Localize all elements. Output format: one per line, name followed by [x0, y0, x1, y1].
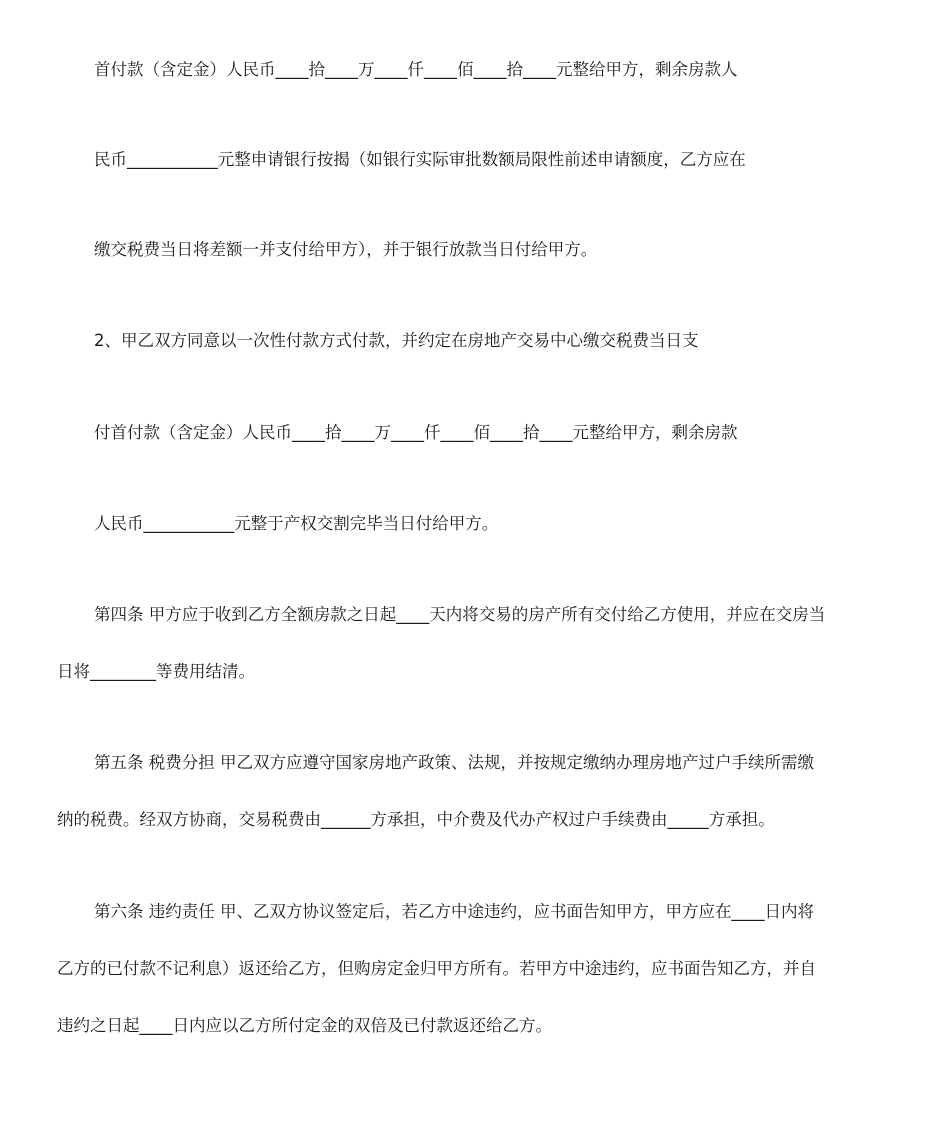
- clause-five-line: 第五条 税费分担 甲乙双方应遵守国家房地产政策、法规，并按规定缴纳办理房地产过户手续所需缴: [94, 753, 814, 772]
- paragraph-line: 缴交税费当日将差额一并支付给甲方），并于银行放款当日付给甲方。: [94, 240, 598, 259]
- clause-six-line: 乙方的已付款不记利息）返还给乙方，但购房定金归甲方所有。若甲方中途违约，应书面告知乙方，并自: [57, 959, 816, 978]
- paragraph-line: 首付款（含定金）人民币____拾____万____仟____佰____拾____元整给甲方，剩余房款人: [94, 60, 738, 79]
- clause-five-line: 纳的税费。经双方协商，交易税费由______方承担，中介费及代办产权过户手续费由_____方承担。: [57, 810, 775, 829]
- paragraph-line: 2、甲乙双方同意以一次性付款方式付款，并约定在房地产交易中心缴交税费当日支: [94, 331, 699, 350]
- clause-six-line: 违约之日起____日内应以乙方所付定金的双倍及已付款返还给乙方。: [57, 1016, 552, 1035]
- clause-six-line: 第六条 违约责任 甲、乙双方协议签定后，若乙方中途违约，应书面告知甲方，甲方应在____日内将: [94, 902, 814, 921]
- paragraph-line: 人民币___________元整于产权交割完毕当日付给甲方。: [94, 514, 499, 533]
- clause-four-line: 日将________等费用结清。: [57, 662, 255, 681]
- paragraph-line: 民币___________元整申请银行按揭（如银行实际审批数额局限性前述申请额度，乙方应在: [94, 150, 746, 169]
- paragraph-line: 付首付款（含定金）人民币____拾____万____仟____佰____拾____元整给甲方，剩余房款: [94, 423, 738, 442]
- clause-four-line: 第四条 甲方应于收到乙方全额房款之日起____天内将交易的房产所有交付给乙方使用，并应在交房当: [94, 605, 826, 624]
